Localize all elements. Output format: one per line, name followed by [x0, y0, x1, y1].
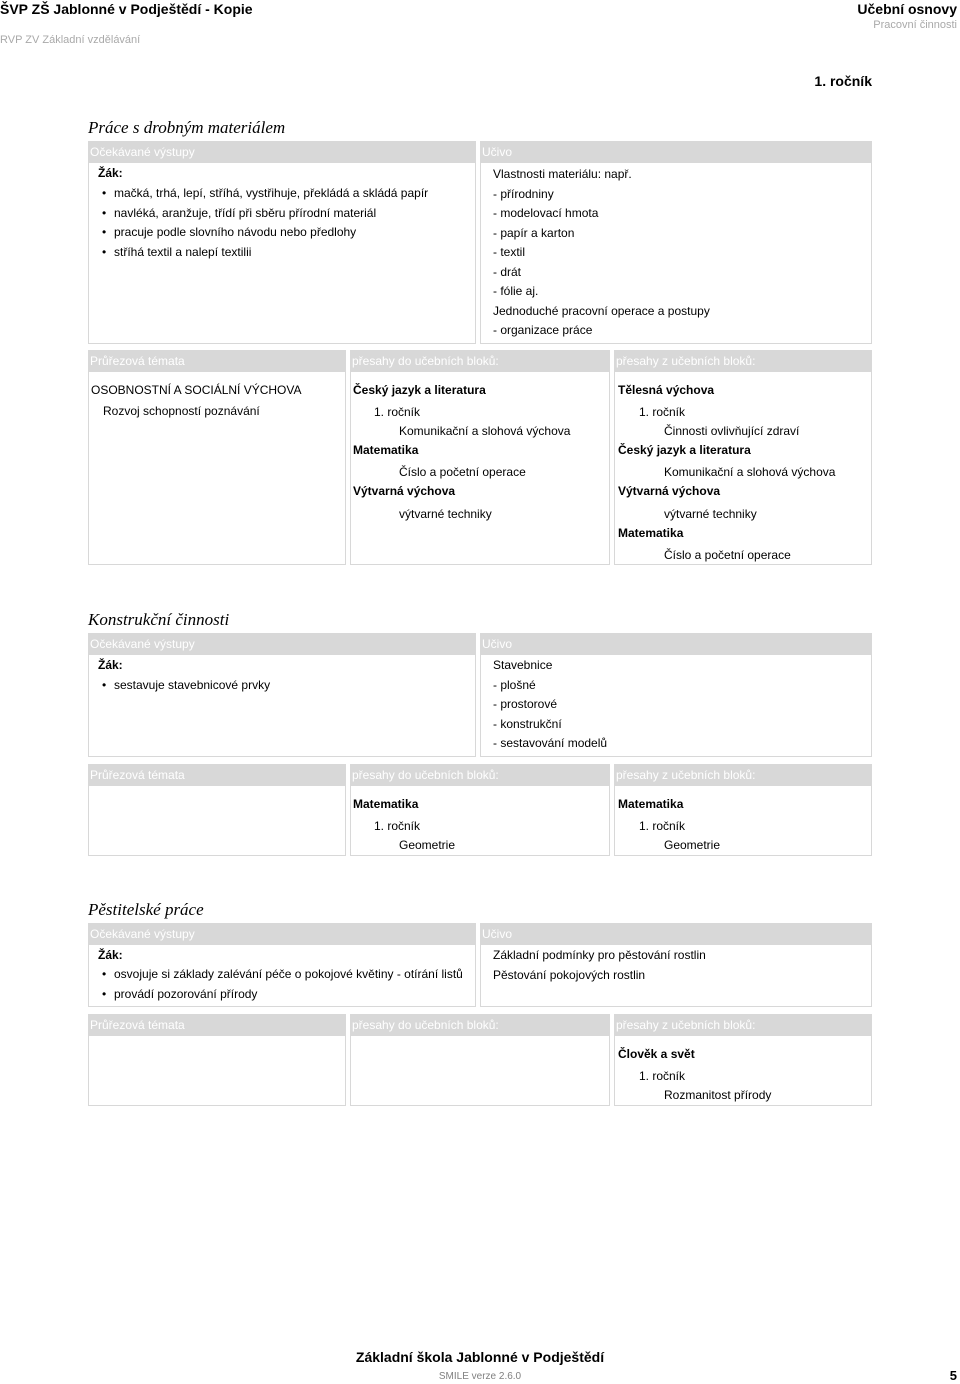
- overlaps-to-box: [350, 372, 610, 565]
- outcomes-header: Očekávané výstupy: [88, 141, 476, 163]
- overlaps-to-box: [350, 786, 610, 856]
- topic-link: výtvarné techniky: [664, 507, 757, 521]
- page-number: 5: [949, 1368, 957, 1383]
- pupil-label: Žák:: [98, 658, 123, 672]
- list-item: - modelovací hmota: [493, 206, 599, 220]
- content-box: [480, 163, 872, 344]
- list-item: - papír a karton: [493, 225, 575, 240]
- theme-subtopic: Rozvoj schopností poznávání: [103, 404, 260, 418]
- themes-header: Průřezová témata: [88, 350, 346, 372]
- year-label: 1. ročník: [639, 819, 686, 833]
- subject-link: Matematika: [618, 526, 684, 540]
- topic-link: výtvarné techniky: [399, 507, 492, 521]
- year-label: 1. ročník: [639, 405, 686, 419]
- list-item: • provádí pozorování přírody: [102, 985, 463, 1005]
- topic-link: Číslo a početní operace: [399, 465, 526, 479]
- subject-link: Český jazyk a literatura: [618, 443, 751, 457]
- year-label: 1. ročník: [374, 405, 421, 419]
- list-item: - fólie aj.: [493, 284, 539, 298]
- content-box: [480, 945, 872, 1007]
- year-label: 1. ročník: [639, 1069, 686, 1083]
- overlaps-from-box: [614, 786, 872, 856]
- content-box: [480, 655, 872, 757]
- overlaps-to-header: přesahy do učebních bloků:: [350, 1014, 610, 1036]
- overlaps-from-header: přesahy z učebních bloků:: [614, 350, 872, 372]
- outcomes-box: [88, 945, 476, 1007]
- topic-link: Komunikační a slohová výchova: [399, 424, 571, 438]
- topic-link: Geometrie: [664, 838, 721, 852]
- overlaps-to-header: přesahy do učebních bloků:: [350, 764, 610, 786]
- topic-link: Komunikační a slohová výchova: [664, 465, 836, 479]
- topic-link: Činnosti ovlivňující zdraví: [664, 424, 800, 438]
- topic-title: Konstrukční činnosti: [88, 610, 230, 629]
- list-item: - sestavování modelů: [493, 736, 608, 750]
- content-list: [493, 165, 710, 341]
- list-item: • sestavuje stavebnicové prvky: [102, 676, 270, 696]
- content-header: Učivo: [480, 923, 872, 945]
- overlaps-from-box: [614, 372, 872, 565]
- themes-box: [88, 786, 346, 856]
- subject-link: Tělesná výchova: [618, 383, 715, 397]
- theme-name: OSOBNOSTNÍ A SOCIÁLNÍ VÝCHOVA: [91, 383, 302, 397]
- footer-version: SMILE verze 2.6.0: [438, 1371, 522, 1382]
- content-list: [493, 656, 607, 754]
- topic-link: Rozmanitost přírody: [664, 1088, 772, 1102]
- themes-header: Průřezová témata: [88, 1014, 346, 1036]
- list-item: Jednoduché pracovní operace a postupy: [493, 303, 710, 318]
- list-item: - drát: [493, 264, 522, 279]
- section-title: Učební osnovy: [857, 1, 957, 17]
- grade-heading: 1. ročník: [814, 73, 872, 89]
- outcomes-box: [88, 655, 476, 757]
- list-item: - organizace práce: [493, 323, 593, 337]
- subject-link: Matematika: [353, 443, 419, 457]
- outcomes-box: [88, 163, 476, 344]
- topic-title: Práce s drobným materiálem: [88, 118, 286, 137]
- topic-title: Pěstitelské práce: [88, 900, 204, 919]
- pupil-label: Žák:: [98, 948, 123, 962]
- overlaps-from-header: přesahy z učebních bloků:: [614, 764, 872, 786]
- list-item: • navléká, aranžuje, třídí při sběru přírodní materiál: [102, 204, 428, 224]
- overlaps-to-box: [350, 1036, 610, 1106]
- outcomes-header: Očekávané výstupy: [88, 923, 476, 945]
- list-item: Základní podmínky pro pěstování rostlin: [493, 948, 706, 962]
- themes-header: Průřezová témata: [88, 764, 346, 786]
- subject-link: Výtvarná výchova: [618, 484, 721, 498]
- subject-link: Matematika: [618, 797, 684, 811]
- document-subtitle: RVP ZV Základní vzdělávání: [0, 34, 141, 46]
- list-item: Stavebnice: [493, 658, 553, 672]
- document-title: ŠVP ZŠ Jablonné v Podještědí - Kopie: [0, 1, 253, 17]
- overlaps-from-box: [614, 1036, 872, 1106]
- list-item: • pracuje podle slovního návodu nebo předlohy: [102, 223, 428, 243]
- list-item: - textil: [493, 245, 526, 259]
- content-list: [493, 946, 706, 985]
- subject-link: Matematika: [353, 797, 419, 811]
- outcomes-list: [102, 676, 270, 696]
- list-item: - přírodniny: [493, 186, 554, 201]
- list-item: • mačká, trhá, lepí, stříhá, vystřihuje, překládá a skládá papír: [102, 184, 428, 204]
- year-label: 1. ročník: [374, 819, 421, 833]
- topic-link: Geometrie: [399, 838, 456, 852]
- overlaps-from-header: přesahy z učebních bloků:: [614, 1014, 872, 1036]
- list-item: • osvojuje si základy zalévání péče o pokojové květiny - otírání listů: [102, 965, 463, 985]
- content-header: Učivo: [480, 141, 872, 163]
- outcomes-list: [102, 184, 428, 262]
- themes-box: [88, 1036, 346, 1106]
- outcomes-header: Očekávané výstupy: [88, 633, 476, 655]
- subject-name: Pracovní činnosti: [873, 19, 957, 31]
- content-header: Učivo: [480, 633, 872, 655]
- topic-link: Číslo a početní operace: [664, 548, 791, 562]
- pupil-label: Žák:: [98, 166, 123, 180]
- subject-link: Český jazyk a literatura: [353, 383, 486, 397]
- list-item: - plošné: [493, 677, 536, 692]
- overlaps-to-header: přesahy do učebních bloků:: [350, 350, 610, 372]
- list-item: Pěstování pokojových rostlin: [493, 967, 646, 982]
- subject-link: Člověk a svět: [618, 1047, 695, 1061]
- list-item: Vlastnosti materiálu: např.: [493, 167, 632, 181]
- subject-link: Výtvarná výchova: [353, 484, 456, 498]
- list-item: - konstrukční: [493, 716, 562, 731]
- themes-box: [88, 372, 346, 565]
- list-item: - prostorové: [493, 697, 558, 711]
- list-item: • stříhá textil a nalepí textilii: [102, 243, 428, 263]
- outcomes-list: [102, 965, 463, 1004]
- footer-school-name: Základní škola Jablonné v Podještědí: [355, 1349, 605, 1365]
